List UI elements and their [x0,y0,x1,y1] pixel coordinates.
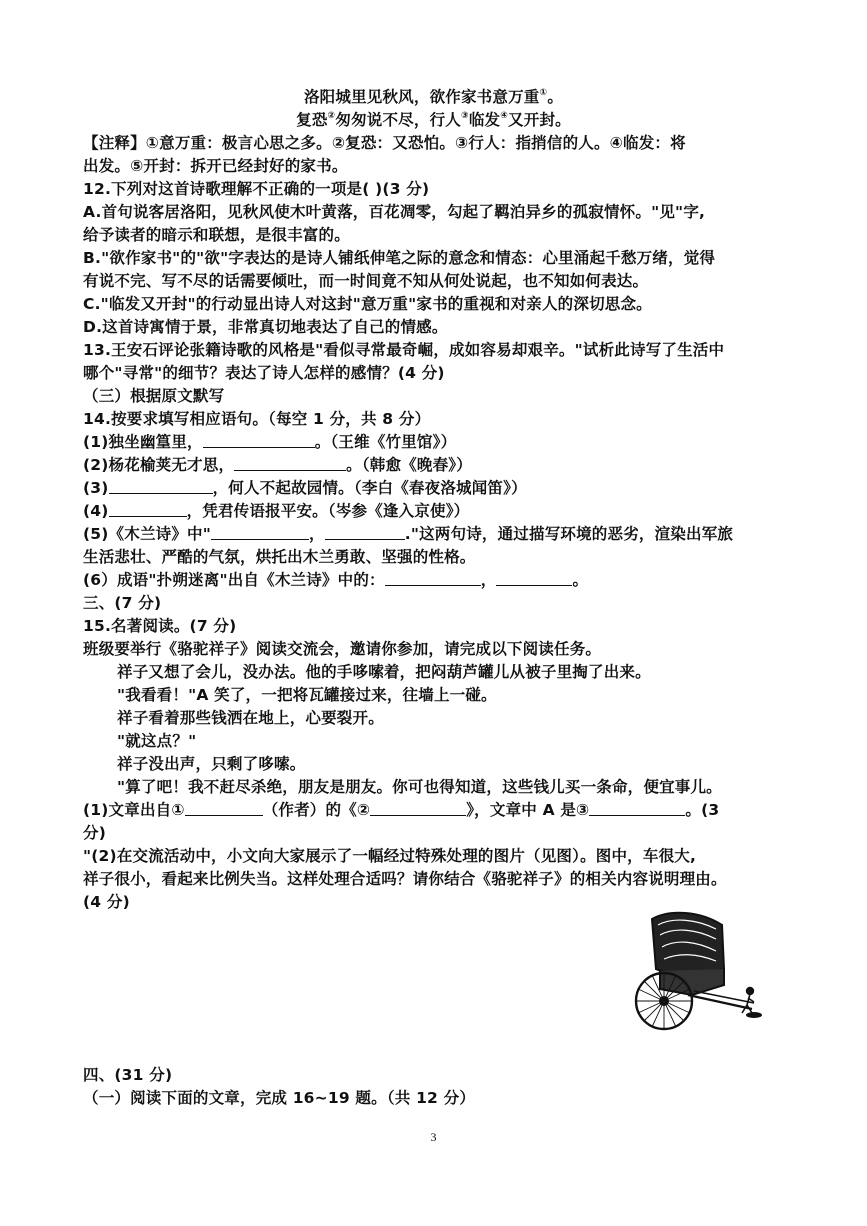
answer-blank[interactable] [234,455,346,471]
q12-option-b-1: B."欲作家书"的"欲"字表达的是诗人铺纸伸笔之际的意念和情态：心里涌起千愁万绪，觉得 [83,249,716,267]
answer-blank[interactable] [203,432,315,448]
q12-stem: 12.下列对这首诗歌理解不正确的一项是( )(3 分) [83,180,430,198]
q13-line-1: 13.王安石评论张籍诗歌的风格是"看似寻常最奇崛，成如容易却艰辛。"试析此诗写了生活中 [83,341,725,359]
section-3-heading: （三）根据原文默写 [83,387,225,405]
q14-item-3: (3) ，何人不起故园情。（李白《春夜洛城闻笛》） [83,479,527,497]
q15-sub-2-line-1: "(2)在交流活动中，小文向大家展示了一幅经过特殊处理的图片（见图）。图中，车很大, [83,847,697,865]
q12-option-d: D.这首诗寓情于景，非常真切地表达了自己的情感。 [83,318,448,336]
rickshaw-illustration [630,905,775,1035]
q12-option-a-1: A.首句说客居洛阳，见秋风使木叶黄落，百花凋零，勾起了羁泊异乡的孤寂情怀。"见"字, [83,203,706,221]
poem-line-2: 复恐②匆匆说不尽，行人③临发④又开封。 [296,111,571,129]
answer-blank[interactable] [185,800,263,816]
q15-intro: 班级要举行《骆驼祥子》阅读交流会，邀请你参加，请完成以下阅读任务。 [83,640,602,658]
q15-passage-5: 祥子没出声，只剩了哆嗦。 [117,755,306,773]
answer-blank[interactable] [211,524,309,540]
notes-line-1: 【注释】①意万重：极言心思之多。②复恐：又恐怕。③行人：指捎信的人。④临发：将 [83,134,686,152]
q14-item-5: (5)《木兰诗》中" ， ."这两句诗，通过描写环境的恶劣，渲染出军旅 [83,525,734,543]
q14-item-2: (2)杨花榆荚无才思， 。（韩愈《晚春》） [83,456,472,474]
q15-passage-6: "算了吧！我不赶尽杀绝，朋友是朋友。你可也得知道，这些钱儿买一条命，便宜事儿。 [117,778,722,796]
notes-line-2: 出发。⑤开封：拆开已经封好的家书。 [83,157,348,175]
answer-blank[interactable] [589,800,685,816]
poem-line-1: 洛阳城里见秋风，欲作家书意万重①。 [303,88,564,106]
part-3-heading: 三、(7 分) [83,594,162,612]
page-number: 3 [430,1130,437,1144]
q12-option-b-2: 有说不完、写不尽的话需要倾吐，而一时间竟不知从何处说起，也不知如何表达。 [83,272,649,290]
q14-item-5-cont: 生活悲壮、严酷的气氛，烘托出木兰勇敢、坚强的性格。 [83,548,476,566]
q15-sub-1: (1)文章出自① （作者）的《② 》，文章中 A 是③ 。(3 [83,801,720,819]
answer-blank[interactable] [325,524,405,540]
q14-item-1: (1)独坐幽篁里， 。（王维《竹里馆》） [83,433,457,451]
q15-passage-2: "我看看！"A 笑了，一把将瓦罐接过来，往墙上一碰。 [117,686,497,704]
answer-blank[interactable] [370,800,466,816]
q13-line-2: 哪个"寻常"的细节？表达了诗人怎样的感情？(4 分) [83,364,445,382]
q12-option-c: C."临发又开封"的行动显出诗人对这封"意万重"家书的重视和对亲人的深切思念。 [83,295,652,313]
part-4-heading: 四、(31 分) [83,1066,173,1084]
q12-option-a-2: 给予读者的暗示和联想，是很丰富的。 [83,226,350,244]
part-4-subheading: （一）阅读下面的文章，完成 16~19 题。（共 12 分） [83,1089,476,1107]
answer-blank[interactable] [496,570,572,586]
answer-blank[interactable] [109,501,187,517]
q15-stem: 15.名著阅读。(7 分) [83,617,237,635]
q15-passage-4: "就这点？" [117,732,197,750]
q14-item-4: (4) ，凭君传语报平安。（岑参《逢入京使》） [83,502,470,520]
q15-passage-3: 祥子看着那些钱洒在地上，心要裂开。 [117,709,384,727]
q15-passage-1: 祥子又想了会儿，没办法。他的手哆嗦着，把闷葫芦罐儿从被子里掏了出来。 [117,663,651,681]
q14-stem: 14.按要求填写相应语句。（每空 1 分，共 8 分） [83,410,431,428]
q14-item-6: (6）成语"扑朔迷离"出自《木兰诗》中的： ， 。 [83,571,589,589]
answer-blank[interactable] [385,570,481,586]
q15-sub-2-line-2: 祥子很小，看起来比例失当。这样处理合适吗？请你结合《骆驼祥子》的相关内容说明理由。 [83,870,727,888]
answer-blank[interactable] [109,478,213,494]
q15-sub-1-cont: 分) [83,824,106,842]
q15-sub-2-line-3: (4 分) [83,893,130,911]
